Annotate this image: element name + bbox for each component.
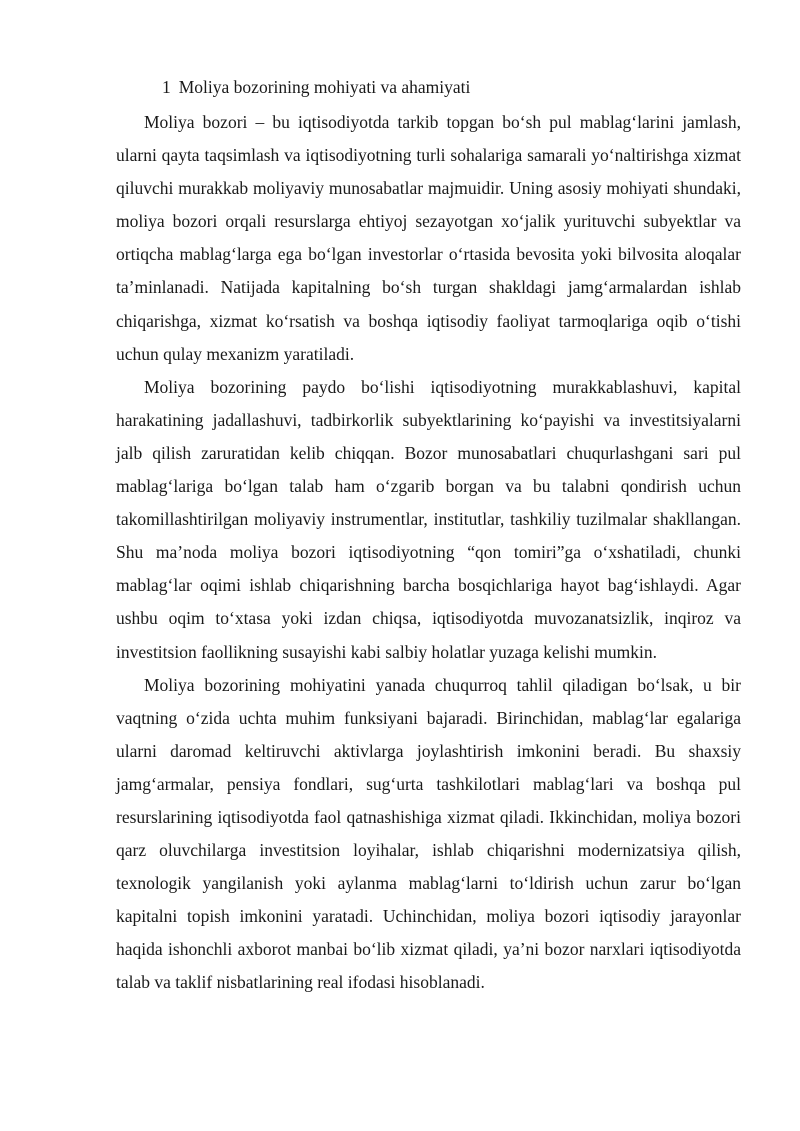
body-text (116, 106, 741, 1000)
paragraph-3: Moliya bozorining mohiyatini yanada chuqurroq tahlil qiladigan bo‘lsak, u bir vaqtning o‘zida uchta muhim funksiyani bajaradi. Birinchidan, mablag‘lar egalariga ularni daromad keltiruvchi aktivlarga joylashtirish imkonini beradi. Bu shaxsiy jamg‘armalar, pensiya fondlari, sug‘urta tashkilotlari mablag‘lari va boshqa pul resurslarining iqtisodiyotda faol qatnashishiga xizmat qiladi. Ikkinchidan, moliya bozori qarz oluvchilarga investitsion loyihalar, ishlab chiqarishni modernizatsiya qilish, texnologik yangilanish yoki aylanma mablag‘larni to‘ldirish uchun zarur bo‘lgan kapitalni topish imkonini yaratadi. Uchinchidan, moliya bozori iqtisodiy jarayonlar haqida ishonchli axborot manbai bo‘lib xizmat qiladi, ya’ni bozor narxlari iqtisodiyotda talab va taklif nisbatlarining real ifodasi hisoblanadi. (116, 674, 741, 993)
paragraph-2: Moliya bozorining paydo bo‘lishi iqtisodiyotning murakkablashuvi, kapital harakatining jadallashuvi, tadbirkorlik subyektlarining ko‘payishi va investitsiyalarni jalb qilish zaruratidan kelib chiqqan. Bozor munosabatlari chuqurlashgani sari pul mablag‘lariga bo‘lgan talab ham o‘zgarib borgan va bu talabni qondirish uchun takomillashtirilgan moliyaviy instrumentlar, institutlar, tashkiliy tuzilmalar shakllangan. Shu ma’noda moliya bozori iqtisodiyotning “qon tomiri”ga o‘xshatiladi, chunki mablag‘lar oqimi ishlab chiqarishning barcha bosqichlariga hayot bag‘ishlaydi. Agar ushbu oqim to‘xtasa yoki izdan chiqsa, iqtisodiyotda muvozanatsizlik, inqiroz va investitsion faollikning susayishi kabi salbiy holatlar yuzaga kelishi mumkin. (116, 376, 741, 662)
section-heading (162, 75, 470, 99)
section-number: 1 (162, 77, 171, 97)
section-title: Moliya bozorining mohiyati va ahamiyati (178, 77, 471, 97)
paragraph-1: Moliya bozori – bu iqtisodiyotda tarkib topgan bo‘sh pul mablag‘larini jamlash, ularni qayta taqsimlash va iqtisodiyotning turli sohalariga samarali yo‘naltirishga xizmat qiluvchi murakkab moliyaviy munosabatlar majmuidir. Uning asosiy mohiyati shundaki, moliya bozori orqali resurslarga ehtiyoj sezayotgan xo‘jalik yurituvchi subyektlar va ortiqcha mablag‘larga ega bo‘lgan investorlar o‘rtasida bevosita yoki bilvosita aloqalar ta’minlanadi. Natijada kapitalning bo‘sh turgan shakldagi jamg‘armalardan ishlab chiqarishga, xizmat ko‘rsatish va boshqa iqtisodiy faoliyat tarmoqlariga oqib o‘tishi uchun qulay mexanizm yaratiladi. (116, 112, 741, 364)
